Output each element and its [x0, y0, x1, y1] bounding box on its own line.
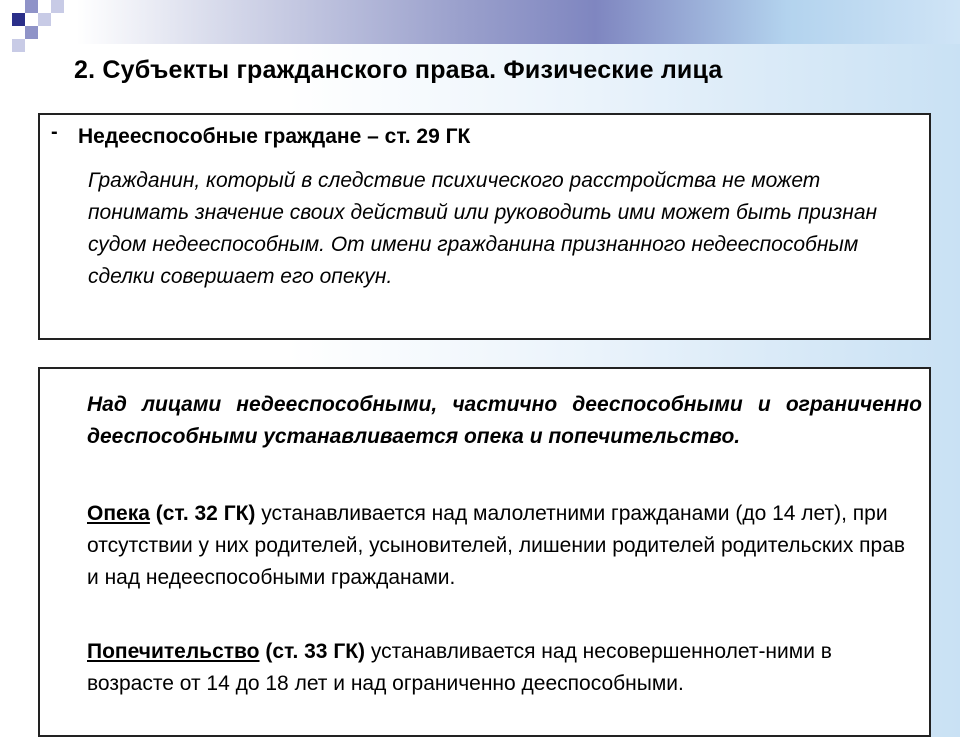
header-band: [0, 0, 960, 44]
decor-square-light: [12, 39, 25, 52]
box-heading: Недееспособные граждане – ст. 29 ГК: [78, 125, 471, 148]
guardianship-reference: (ст. 32 ГК): [149, 502, 256, 525]
decor-square-light: [38, 13, 51, 26]
trusteeship-paragraph: [87, 636, 922, 700]
decor-square-dark: [12, 13, 25, 26]
slide-title: 2. Субъекты гражданского права. Физические лица: [74, 56, 723, 84]
decor-square-mid: [25, 0, 38, 13]
trusteeship-reference: (ст. 33 ГК): [259, 640, 366, 663]
guardianship-paragraph: [87, 498, 922, 594]
bullet-dash: -: [51, 121, 58, 143]
guardianship-box: [38, 367, 931, 737]
decor-square-light: [51, 0, 64, 13]
trusteeship-term: Попечительство: [87, 640, 260, 663]
intro-paragraph: Над лицами недееспособными, частично дееспособными и ограниченно дееспособными устанавливается опека и попечительство.: [87, 393, 922, 448]
definition-paragraph: Гражданин, который в следствие психического расстройства не может понимать значение своих действий или руководить ими может быть признан судом недееспособным. От имени гражданина признанного недееспособным сделки совершает его опекун.: [88, 169, 878, 288]
incapacitated-box: [38, 113, 931, 340]
decor-square-mid: [25, 26, 38, 39]
guardianship-term: Опека: [87, 502, 150, 525]
guardianship-text: устанавливается над малолетними гражданами (до 14 лет), при отсутствии у них родителей, усыновителей, лишении родителей родительских прав и над недееспособными гражданами.: [87, 502, 906, 589]
trusteeship-text: устанавливается над несовершеннолет-ними в возрасте от 14 до 18 лет и над ограниченно дееспособными.: [87, 640, 832, 695]
